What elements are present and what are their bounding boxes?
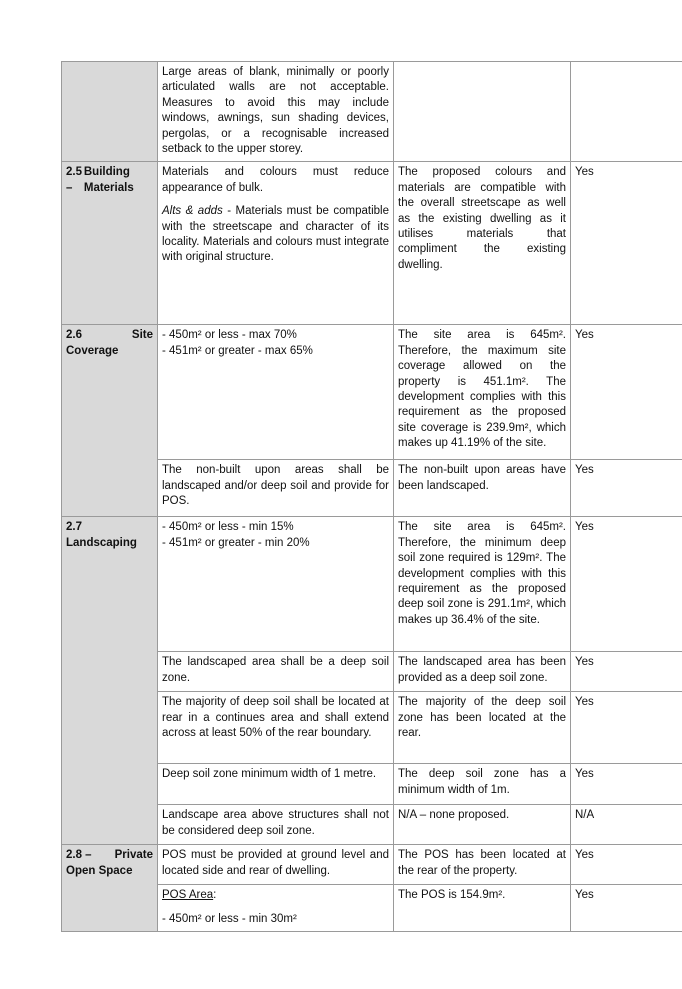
complies-cell [571,460,682,517]
pos-area-label: POS Area [162,889,214,902]
control-cell [158,764,394,805]
control-cell [158,845,394,885]
control-heading [162,888,389,903]
proposal-text: The site area is 645m². Therefore, the maximum site coverage allowed on the property is 451.1m². The development complies with this requirement as the proposed site coverage is 239.9m², which makes up 41.19% of the site. [398,329,566,450]
section-heading [66,328,153,343]
control-text: Deep soil zone minimum width of 1 metre. [162,768,377,781]
control-text: POS must be provided at ground level and located side and rear of dwelling. [162,849,389,877]
complies-cell [571,805,682,845]
complies-cell [571,325,682,460]
control-list [162,328,389,359]
proposal-cell [394,460,571,517]
proposal-cell [394,764,571,805]
proposal-cell [394,885,571,932]
complies-cell [571,652,682,692]
complies-text: N/A [575,809,595,822]
complies-text: Yes [575,656,594,669]
table-row [62,62,682,162]
alts-adds-label: Alts & adds [162,205,223,218]
proposal-cell [394,62,571,162]
section-title-line2: Coverage [66,344,119,357]
proposal-text: The non-built upon areas have been landscaped. [398,464,566,492]
control-cell [158,325,394,460]
section-cell [62,517,158,845]
proposal-cell [394,652,571,692]
control-cell [158,652,394,692]
list-item: - 450m² or less - min 30m² [162,912,297,925]
section-number: 2.7 [66,521,82,534]
complies-text: Yes [575,849,594,862]
section-cell [62,845,158,932]
complies-cell [571,62,682,162]
proposal-text: The site area is 645m². Therefore, the minimum deep soil zone required is 129m². The development complies with this requirement as the proposed deep soil zone is 291.1m², which makes up 36.4% of the site. [398,521,566,626]
complies-text: Yes [575,696,594,709]
table-row [62,325,682,460]
control-text: Landscape area above structures shall not be considered deep soil zone. [162,809,389,837]
proposal-cell [394,325,571,460]
complies-text: Yes [575,166,594,179]
proposal-text: The deep soil zone has a minimum width of 1m. [398,768,566,796]
proposal-text: The POS has been located at the rear of the property. [398,849,566,877]
list-item: - 451m² or greater - max 65% [162,344,313,357]
section-heading [66,848,153,863]
proposal-cell [394,162,571,325]
section-title: Site [131,329,153,342]
proposal-text: The landscaped area has been provided as a deep soil zone. [398,656,566,684]
proposal-cell [394,845,571,885]
proposal-cell [394,692,571,764]
section-number: 2.8 – [66,849,92,862]
section-title: Building Materials [83,166,134,194]
section-title: Landscaping [66,536,137,549]
control-text: Large areas of blank, minimally or poorly articulated walls are not acceptable. Measures to avoid this may include windows, awnings, sun shading devices, pergolas, or a recognisable increased setback to the upper storey. [162,66,389,156]
section-cell [62,325,158,517]
control-cell [158,62,394,162]
complies-text: Yes [575,464,594,477]
list-item: - 450m² or less - min 15% [162,521,294,534]
control-text: The non-built upon areas shall be landscaped and/or deep soil and provide for POS. [162,464,389,508]
alts-adds-text: - Materials must be compatible with the streetscape and character of its locality. Materials and colours must integrate with original structure. [162,205,389,264]
proposal-cell [394,517,571,652]
list-item: - 450m² or less - max 70% [162,329,297,342]
proposal-text: The proposed colours and materials are compatible with the overall streetscape as well as the existing dwelling as it utilises materials that compliment the existing dwelling. [398,166,566,271]
complies-cell [571,845,682,885]
proposal-text: The POS is 154.9m². [398,889,506,902]
control-text: The majority of deep soil shall be located at rear in a continues area and shall extend across at least 50% of the rear boundary. [162,696,389,740]
section-cell [62,62,158,162]
proposal-text: The majority of the deep soil zone has been located at the rear. [398,696,566,740]
section-heading [66,165,153,196]
controls-compliance-table [61,61,682,932]
list-item: - 451m² or greater - min 20% [162,536,310,549]
control-text-alts [162,204,389,266]
control-text: Materials and colours must reduce appearance of bulk. [162,166,389,194]
colon: : [213,889,217,902]
complies-text: Yes [575,889,594,902]
table-row [62,845,682,885]
section-title-part: Private [114,849,153,862]
complies-cell [571,517,682,652]
control-cell [158,162,394,325]
table-row [62,162,682,325]
complies-text: Yes [575,329,594,342]
complies-cell [571,764,682,805]
control-cell [158,692,394,764]
proposal-cell [394,805,571,845]
control-cell [158,460,394,517]
control-list [162,520,389,551]
complies-text: Yes [575,521,594,534]
section-number: 2.5 – [66,166,82,194]
control-text: The landscaped area shall be a deep soil zone. [162,656,389,684]
complies-text: Yes [575,768,594,781]
complies-cell [571,162,682,325]
complies-cell [571,885,682,932]
proposal-text: N/A – none proposed. [398,809,510,822]
control-cell [158,885,394,932]
control-cell [158,805,394,845]
section-cell [62,162,158,325]
control-cell [158,517,394,652]
section-title: Open Space [66,864,133,877]
section-number: 2.6 [66,329,82,342]
table-row [62,517,682,652]
complies-cell [571,692,682,764]
